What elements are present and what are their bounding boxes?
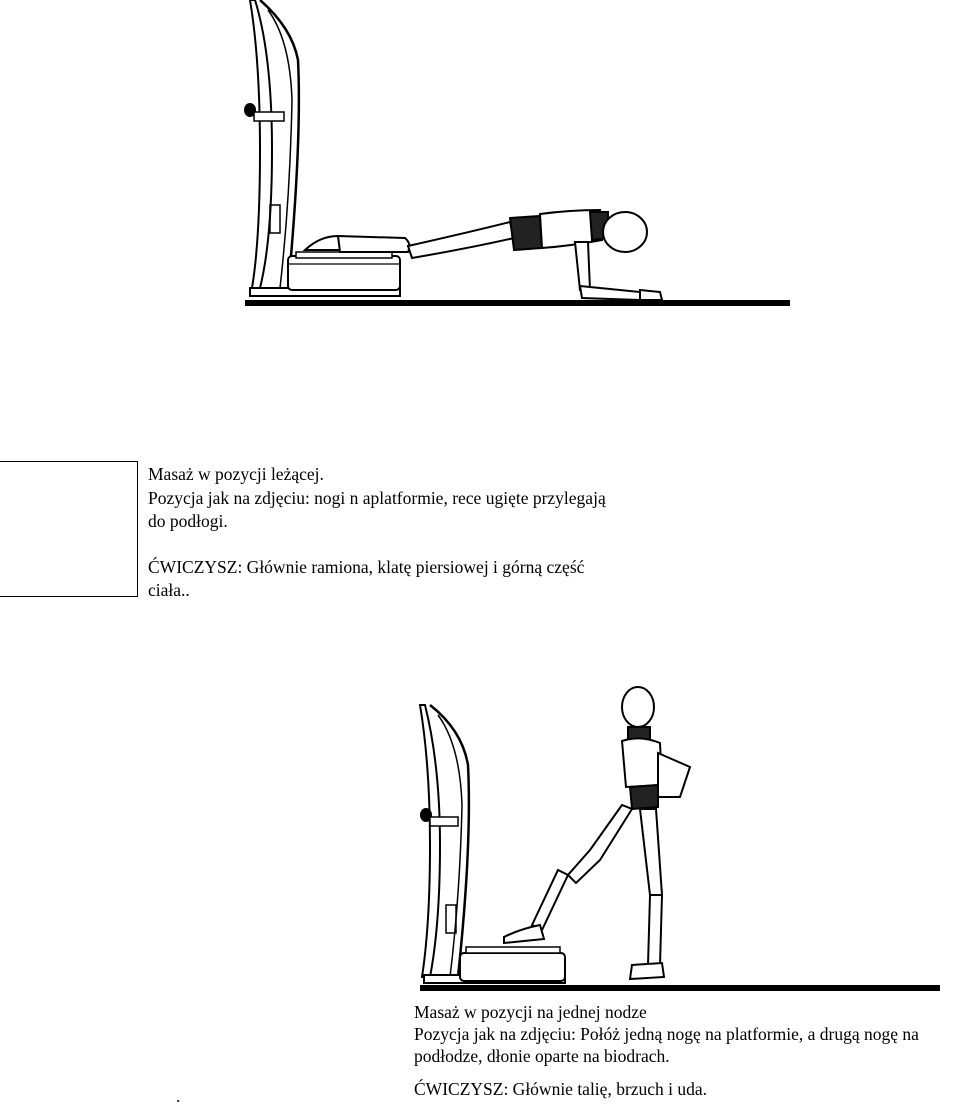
box-line-top [0, 461, 138, 462]
section1-exercise-line1: ĆWICZYSZ: Głównie ramiona, klatę piersiowej i górną część [148, 556, 585, 577]
section2-line3: podłodze, dłonie oparte na biodrach. [414, 1046, 670, 1066]
pushup-illustration [230, 0, 800, 320]
section2-exercise: ĆWICZYSZ: Głównie talię, brzuch i uda. [414, 1079, 708, 1099]
vibration-platform [288, 256, 400, 290]
one-leg-illustration [400, 685, 960, 1000]
section1-exercise-line2: ciała.. [148, 580, 190, 600]
standing-figure [504, 687, 690, 979]
section1-line2: Pozycja jak na zdjęciu: nogi n aplatformie, rece ugięte przylegają [148, 487, 606, 508]
floor-line [420, 985, 940, 991]
box-line-bottom [0, 596, 138, 597]
machine-column [420, 705, 440, 977]
section2-line2: Pozycja jak na zdjęciu: Połóż jedną nogę na platformie, a drugą nogę na [414, 1024, 919, 1044]
box-line-right [137, 461, 138, 597]
vibration-platform [460, 953, 565, 981]
section2-text [414, 1001, 960, 1100]
section2-title: Masaż w pozycji na jednej nodze [414, 1002, 647, 1022]
machine-column [250, 0, 272, 288]
floor-line [245, 300, 790, 306]
section1-text [148, 463, 688, 603]
section1-line3: do podłogi. [148, 511, 228, 531]
section1-title: Masaż w pozycji leżącej. [148, 464, 324, 484]
stray-dot: . [176, 1086, 181, 1106]
